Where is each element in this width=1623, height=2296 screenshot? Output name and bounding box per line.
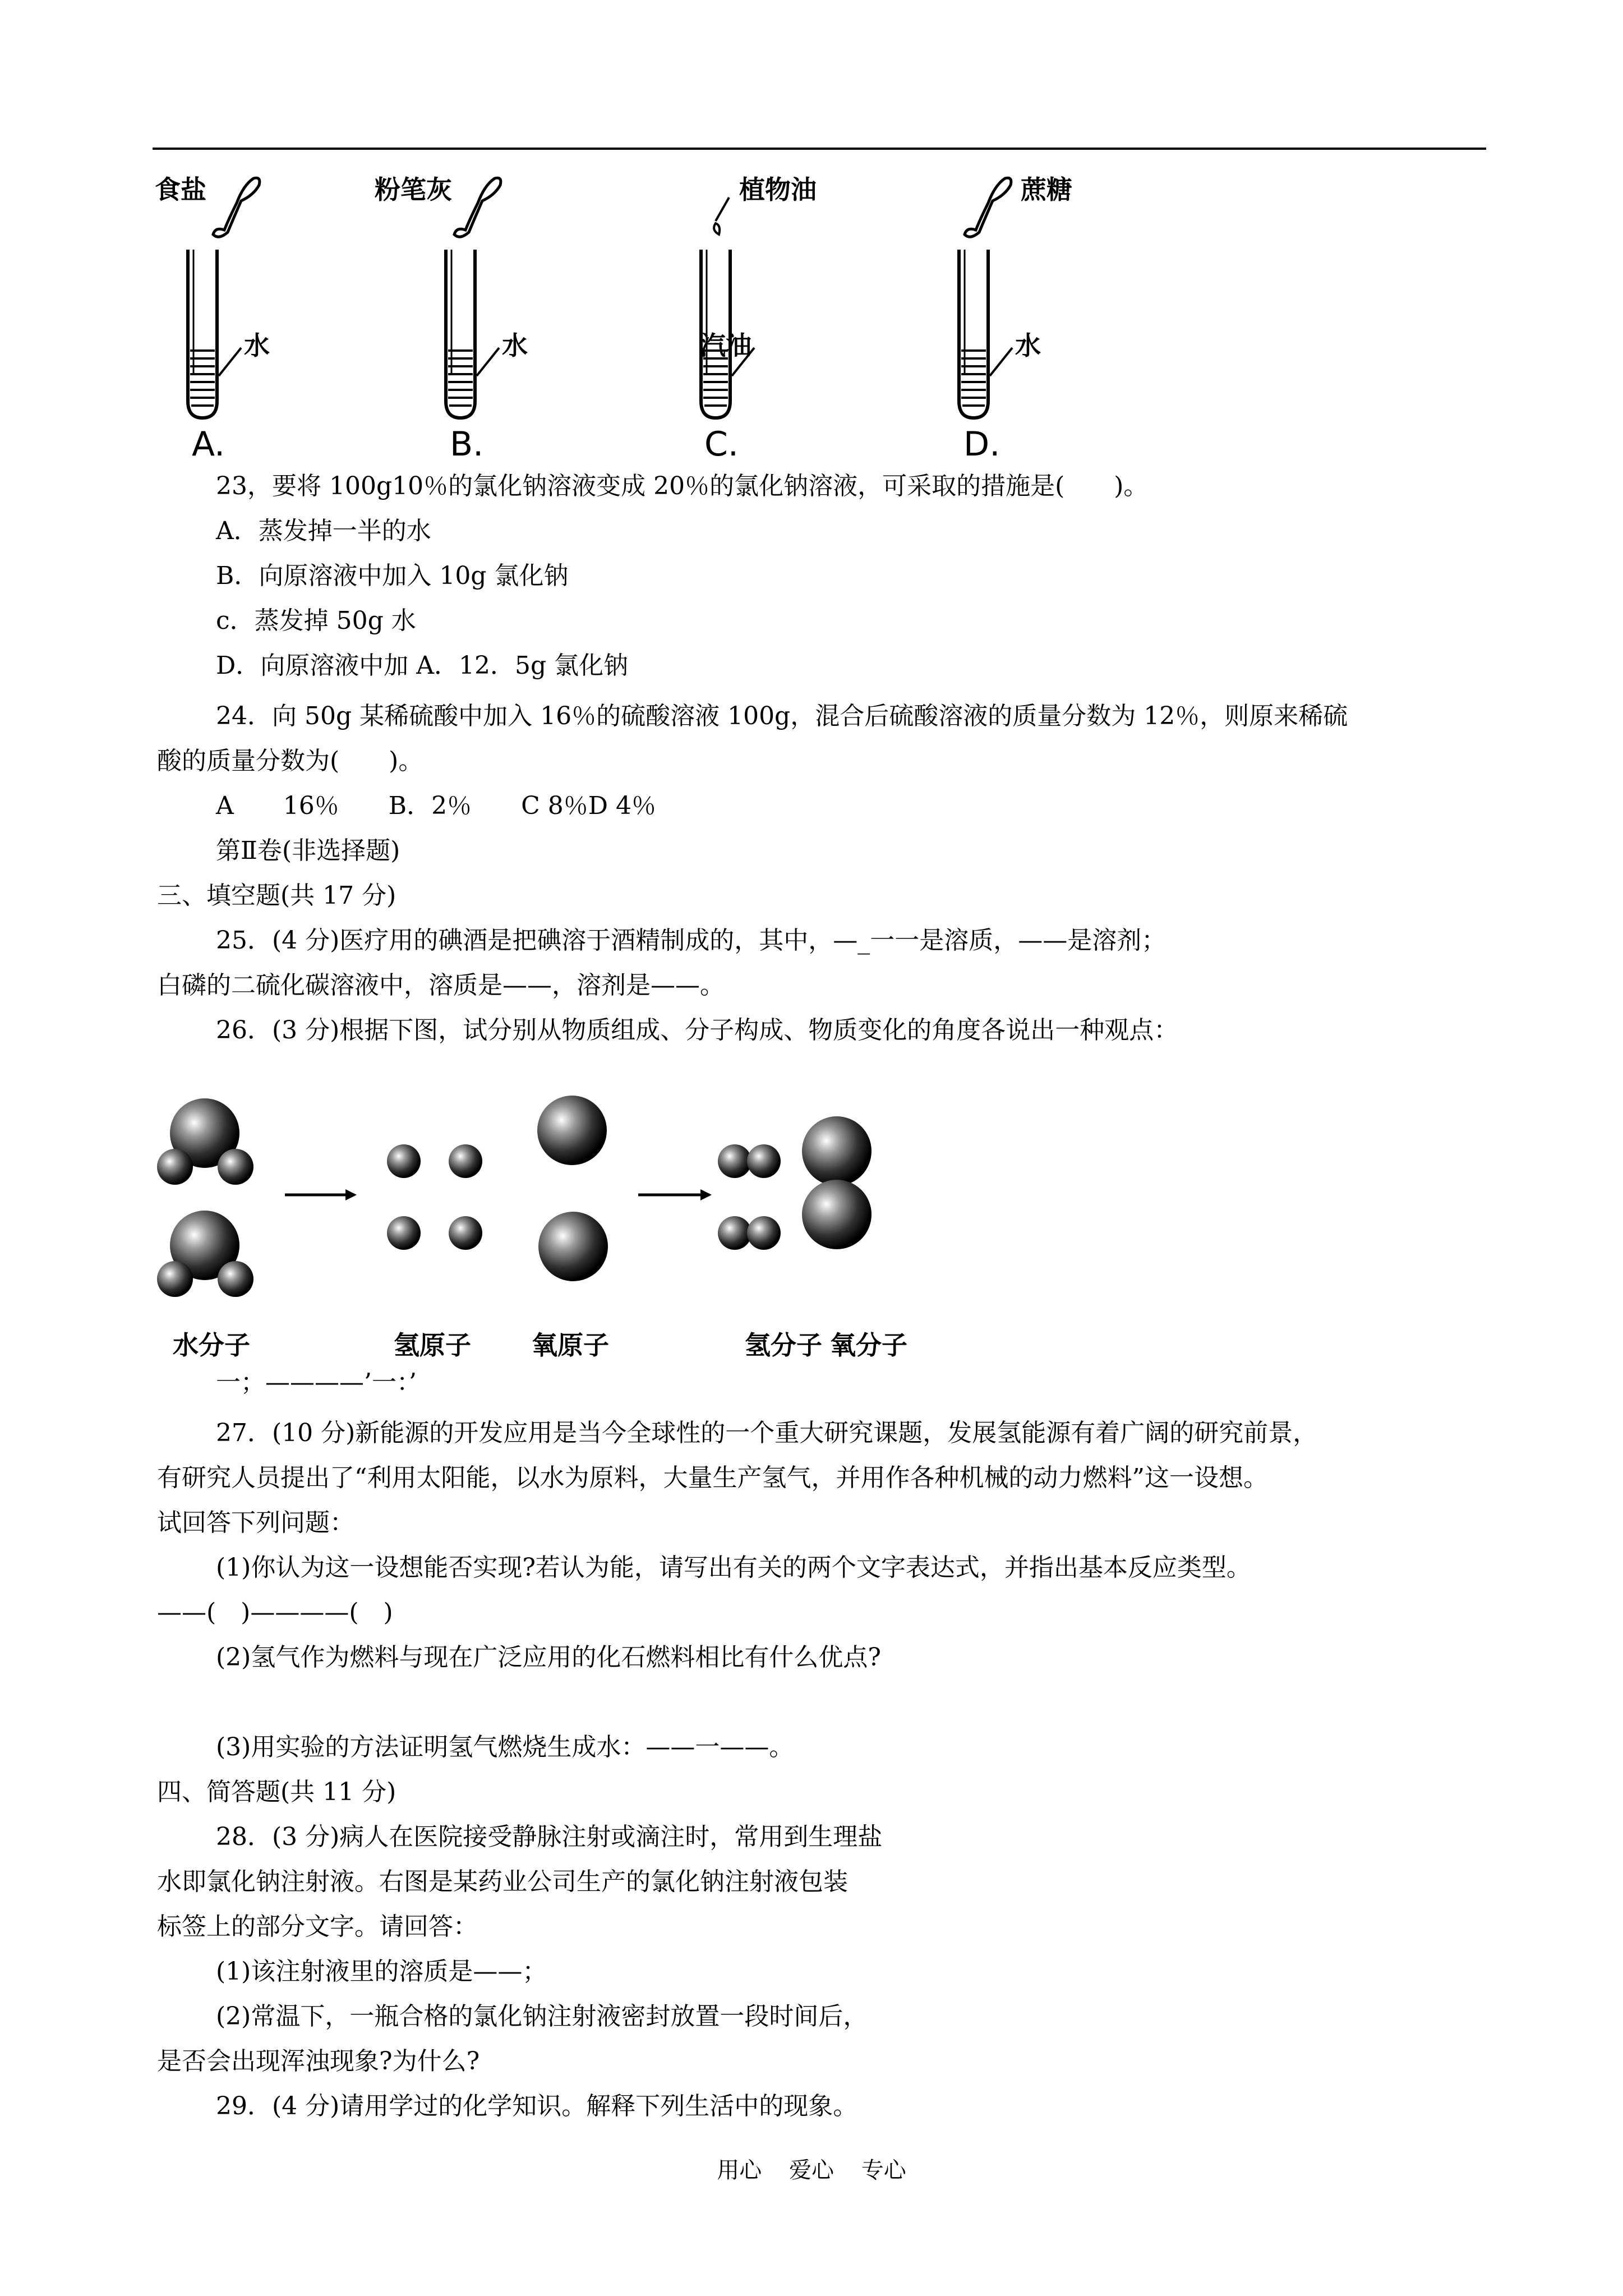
tube-c-letter: C. <box>704 425 739 464</box>
oxygen-atoms <box>537 1096 608 1281</box>
q27-line2: 有研究人员提出了“利用太阳能，以水为原料，大量生产氢气，并用作各种机械的动力燃料”这一设想。 <box>157 1464 1268 1492</box>
q28-line2: 水即氯化钠注射液。右图是某药业公司生产的氯化钠注射液包装 <box>157 1867 848 1896</box>
q26-answer-blanks: 一；————’一：’ <box>216 1368 417 1397</box>
test-tube-diagram <box>151 163 1138 466</box>
molecule-figure <box>151 1088 937 1369</box>
q29-stem: 29．(4 分)请用学过的化学知识。解释下列生活中的现象。 <box>216 2092 858 2120</box>
tube-a-solute: 食盐 <box>155 174 206 205</box>
tube-d-solvent: 水 <box>1015 330 1041 361</box>
hydrogen-atoms <box>387 1144 482 1250</box>
q24-stem-line1: 24．向 50g 某稀硫酸中加入 16％的硫酸溶液 100g，混合后硫酸溶液的质量分数为 12％，则原来稀硫 <box>216 702 1348 730</box>
q23-option-b: B．向原溶液中加入 10g 氯化钠 <box>216 562 569 590</box>
tube-c-solute: 植物油 <box>739 174 817 205</box>
q28-line3: 标签上的部分文字。请回答： <box>157 1912 478 1941</box>
water-molecule-1 <box>157 1098 253 1185</box>
oxygen-molecule <box>802 1116 872 1249</box>
tube-b-solvent: 水 <box>502 330 528 361</box>
tube-d-letter: D. <box>963 425 1000 464</box>
q23-option-a: A．蒸发掉一半的水 <box>216 517 431 545</box>
q28-part1: (1)该注射液里的溶质是——； <box>216 1957 547 1986</box>
label-hydrogen-atom: 氢原子 <box>394 1330 471 1360</box>
q28-part2-line2: 是否会出现浑浊现象?为什么? <box>157 2047 480 2076</box>
tube-a-solvent: 水 <box>244 330 270 361</box>
label-oxygen-molecule: 氧分子 <box>830 1330 907 1360</box>
section-four-heading: 四、简答题(共 11 分) <box>157 1778 396 1806</box>
q24-stem-line2: 酸的质量分数为( )。 <box>157 747 423 775</box>
arrow-2 <box>638 1189 712 1200</box>
q27-part1: (1)你认为这一设想能否实现?若认为能，请写出有关的两个文字表达式，并指出基本反应类型。 <box>216 1553 1251 1582</box>
tube-d-solute: 蔗糖 <box>1021 174 1072 205</box>
tube-c <box>701 197 754 418</box>
tube-b-solute: 粉笔灰 <box>375 174 452 205</box>
arrow-1 <box>285 1189 357 1200</box>
q24-options: A 16％ B．2％ C 8％D 4％ <box>216 792 656 820</box>
q27-part1-blanks: ——( )————( ) <box>157 1598 393 1627</box>
tube-a-letter: A. <box>192 425 225 464</box>
q23-option-d: D．向原溶液中加 A．12．5g 氯化钠 <box>216 651 629 680</box>
label-oxygen-atom: 氧原子 <box>532 1330 609 1360</box>
section-three-heading: 三、填空题(共 17 分) <box>157 881 396 910</box>
page-footer: 用心 爱心 专心 <box>717 2157 906 2183</box>
q28-line1: 28．(3 分)病人在医院接受静脉注射或滴注时，常用到生理盐 <box>216 1823 883 1851</box>
q23-stem: 23，要将 100g10％的氯化钠溶液变成 20％的氯化钠溶液，可采取的措施是( )。 <box>216 472 1149 500</box>
water-molecule-2 <box>157 1211 253 1297</box>
q28-part2-line1: (2)常温下，一瓶合格的氯化钠注射液密封放置一段时间后， <box>216 2002 868 2031</box>
q25-line2: 白磷的二硫化碳溶液中，溶质是——，溶剂是——。 <box>157 971 725 1000</box>
test-tube-figure <box>151 163 1138 466</box>
tube-b-letter: B. <box>450 425 484 464</box>
tube-c-solvent: 汽油 <box>700 330 751 361</box>
q27-part3: (3)用实验的方法证明氢气燃烧生成水：——一——。 <box>216 1733 794 1761</box>
label-hydrogen-molecule: 氢分子 <box>745 1330 822 1360</box>
tube-a <box>188 178 260 418</box>
q27-line3: 试回答下列问题： <box>157 1508 354 1537</box>
molecule-diagram <box>151 1088 937 1324</box>
q27-line1: 27．(10 分)新能源的开发应用是当今全球性的一个重大研究课题，发展氢能源有着广阔的研究前景， <box>216 1419 1318 1447</box>
tube-d <box>959 178 1012 418</box>
part-two-heading: 第Ⅱ卷(非选择题) <box>216 836 400 865</box>
hydrogen-molecules <box>718 1144 781 1250</box>
header-rule <box>153 148 1486 150</box>
q26-stem: 26．(3 分)根据下图，试分别从物质组成、分子构成、物质变化的角度各说出一种观点： <box>216 1016 1179 1045</box>
label-water-molecule: 水分子 <box>173 1330 250 1360</box>
tube-b <box>446 178 501 418</box>
q23-option-c: c．蒸发掉 50g 水 <box>216 606 416 635</box>
q25-line1: 25．(4 分)医疗用的碘酒是把碘溶于酒精制成的，其中，—_一一是溶质，——是溶剂； <box>216 926 1166 955</box>
q27-part2: (2)氢气作为燃料与现在广泛应用的化石燃料相比有什么优点? <box>216 1643 881 1672</box>
